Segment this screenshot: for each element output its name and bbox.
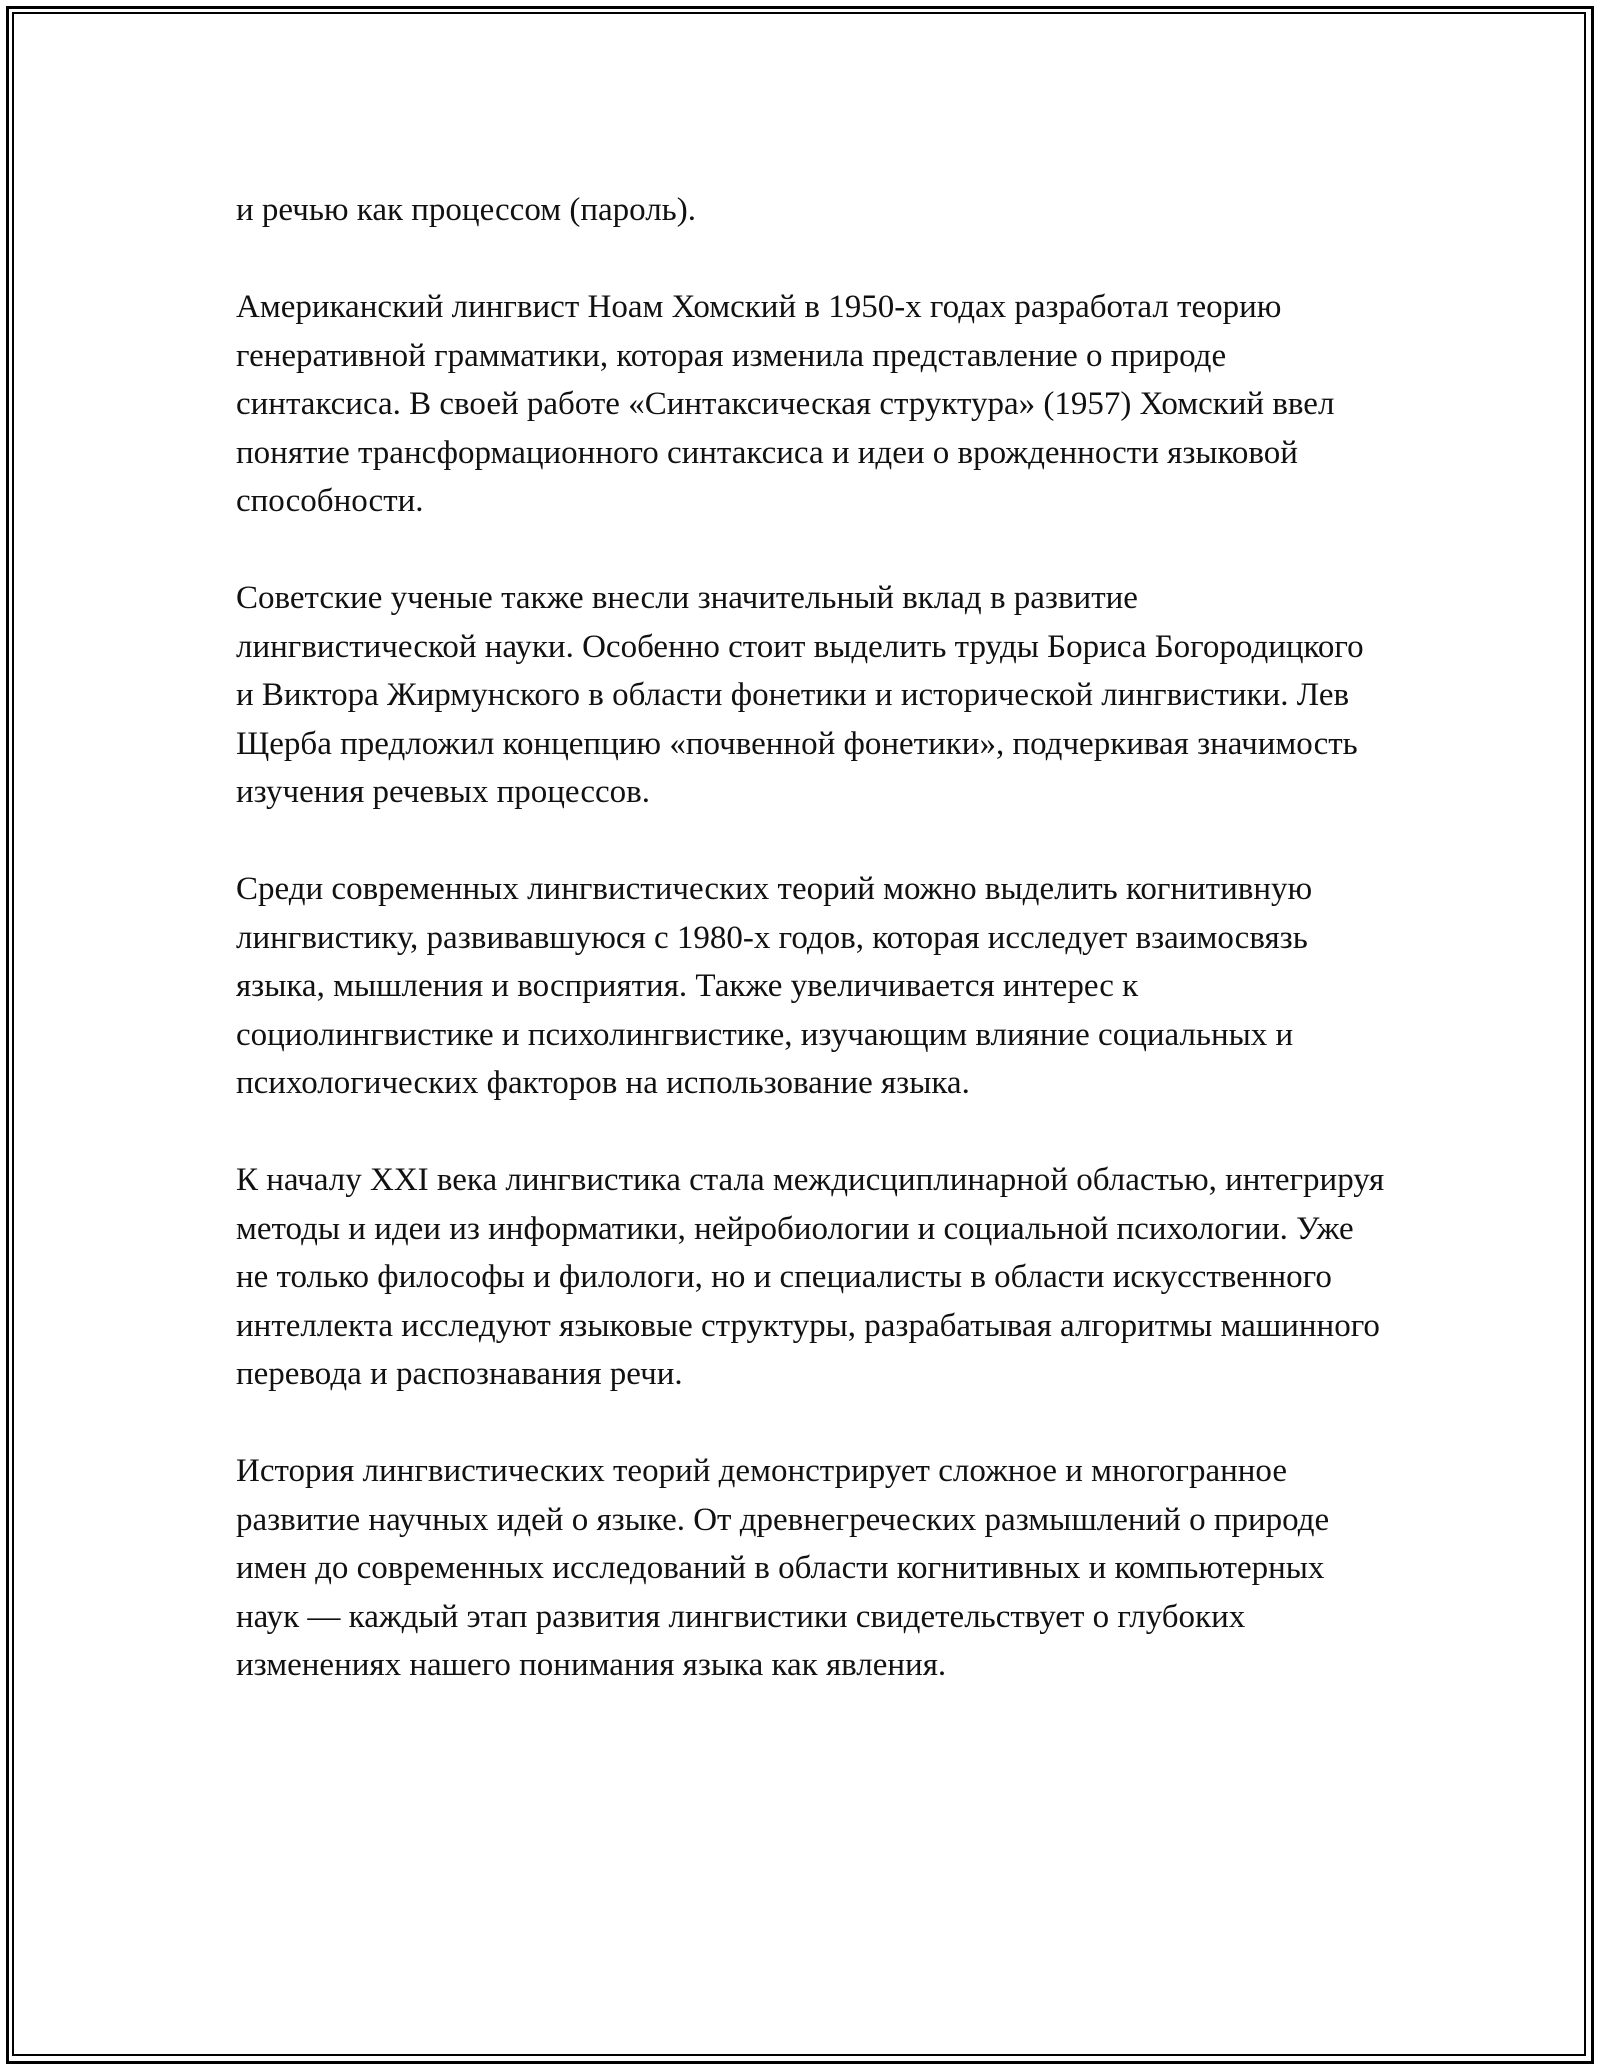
paragraph: Советские ученые также внесли значительный вклад в развитие лингвистической науки. Особенно стоит выделить труды Бориса Богородицкого и Виктора Жирмунского в области фонетики и исторической лингвистики. Лев Щерба предложил концепцию «почвенной фонетики», подчеркивая значимость изучения речевых процессов.	[236, 580, 1364, 810]
paragraph: История лингвистических теорий демонстрирует сложное и многогранное развитие научных идей о языке. От древнегреческих размышлений о природе имен до современных исследований в области когнитивных и компьютерных наук — каждый этап развития лингвистики свидетельствует о глубоких изменениях нашего понимания языка как явления.	[236, 1453, 1330, 1683]
paragraph: К началу XXI века лингвистика стала междисциплинарной областью, интегрируя методы и идеи из информатики, нейробиологии и социальной психологии. Уже не только философы и филологи, но и специалисты в области искусственного интеллекта исследуют языковые структуры, разрабатывая алгоритмы машинного перевода и распознавания речи.	[236, 1162, 1385, 1392]
paragraph: и речью как процессом (пароль).	[236, 192, 696, 228]
paragraph: Американский лингвист Ноам Хомский в 1950-х годах разработал теорию генеративной грамматики, которая изменила представление о природе синтаксиса. В своей работе «Синтаксическая структура» (1957) Хомский ввел понятие трансформационного синтаксиса и идеи о врожденности языковой способности.	[236, 289, 1335, 519]
paragraph: Среди современных лингвистических теорий можно выделить когнитивную лингвистику, развивавшуюся с 1980-х годов, которая исследует взаимосвязь языка, мышления и восприятия. Также увеличивается интерес к социолингвистике и психолингвистике, изучающим влияние социальных и психологических факторов на использование языка.	[236, 871, 1313, 1101]
document-body	[236, 186, 1386, 1690]
